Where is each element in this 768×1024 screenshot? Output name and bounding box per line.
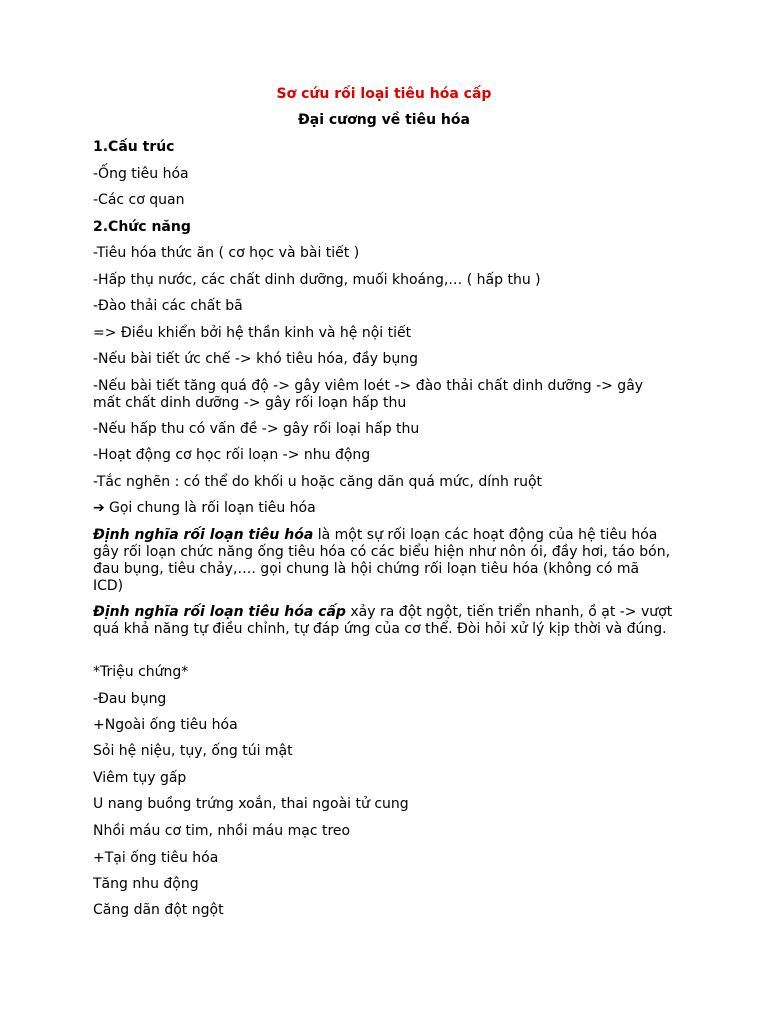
symptom-item: +Tại ống tiêu hóa	[93, 850, 219, 866]
function-item: -Hấp thụ nước, các chất dinh dưỡng, muối khoáng,… ( hấp thu )	[93, 272, 541, 288]
acute-definition-text: xảy ra đột ngột, tiến triển nhanh, ồ ạt -> vượt quá khả năng tự điều chỉnh, tự đáp ứng của cơ thể. Đòi hỏi xử lý kịp thời và đúng.	[93, 604, 673, 637]
definition-paragraph	[93, 527, 673, 595]
section-heading-function: 2.Chức năng	[93, 219, 191, 235]
function-item: -Tiêu hóa thức ăn ( cơ học và bài tiết )	[93, 245, 360, 261]
definition-term: Định nghĩa rối loạn tiêu hóa	[93, 527, 314, 543]
symptom-item: U nang buồng trứng xoắn, thai ngoài tử cung	[93, 796, 409, 812]
function-item: => Điều khiển bởi hệ thần kinh và hệ nội tiết	[93, 325, 412, 341]
symptom-item: Căng dãn đột ngột	[93, 902, 224, 918]
function-item: -Đào thải các chất bã	[93, 298, 243, 314]
symptom-item: Tăng nhu động	[93, 876, 199, 892]
function-item: -Nếu bài tiết tăng quá độ -> gây viêm loét -> đào thải chất dinh dưỡng -> gây mất chất dinh dưỡng -> gây rối loạn hấp thu	[93, 378, 644, 411]
arrow-right-icon: ➔	[93, 500, 105, 516]
document-subtitle: Đại cương về tiêu hóa	[298, 112, 470, 128]
structure-item: -Ống tiêu hóa	[93, 166, 189, 182]
symptom-item: -Đau bụng	[93, 691, 167, 707]
symptoms-heading: *Triệu chứng*	[93, 664, 189, 680]
structure-item: -Các cơ quan	[93, 192, 185, 208]
function-item: -Hoạt động cơ học rối loạn -> nhu động	[93, 447, 371, 463]
conclusion-line	[93, 500, 316, 517]
symptom-item: Viêm tụy gấp	[93, 770, 187, 786]
acute-definition-term: Định nghĩa rối loạn tiêu hóa cấp	[93, 604, 346, 620]
function-item: -Nếu hấp thu có vấn đề -> gây rối loại hấp thu	[93, 421, 420, 437]
function-item: -Nếu bài tiết ức chế -> khó tiêu hóa, đầy bụng	[93, 351, 419, 367]
section-heading-structure: 1.Cấu trúc	[93, 139, 175, 155]
conclusion-text: Gọi chung là rối loạn tiêu hóa	[109, 500, 316, 516]
document-title: Sơ cứu rối loại tiêu hóa cấp	[276, 86, 492, 102]
symptom-item: Nhồi máu cơ tim, nhồi máu mạc treo	[93, 823, 351, 839]
definition-text: là một sự rối loạn các hoạt động của hệ tiêu hóa gây rối loạn chức năng ống tiêu hóa có các biểu hiện như nôn ói, đầy hơi, táo bón, đau bụng, tiêu chảy,…. gọi chung là hội chứng rối loạn tiêu hóa (không có mã ICD)	[93, 527, 671, 594]
symptom-item: Sỏi hệ niệu, tụy, ống túi mật	[93, 743, 293, 759]
function-item: -Tắc nghẽn : có thể do khối u hoặc căng dãn quá mức, dính ruột	[93, 474, 543, 490]
acute-definition-paragraph	[93, 604, 673, 638]
symptom-item: +Ngoài ống tiêu hóa	[93, 717, 238, 733]
